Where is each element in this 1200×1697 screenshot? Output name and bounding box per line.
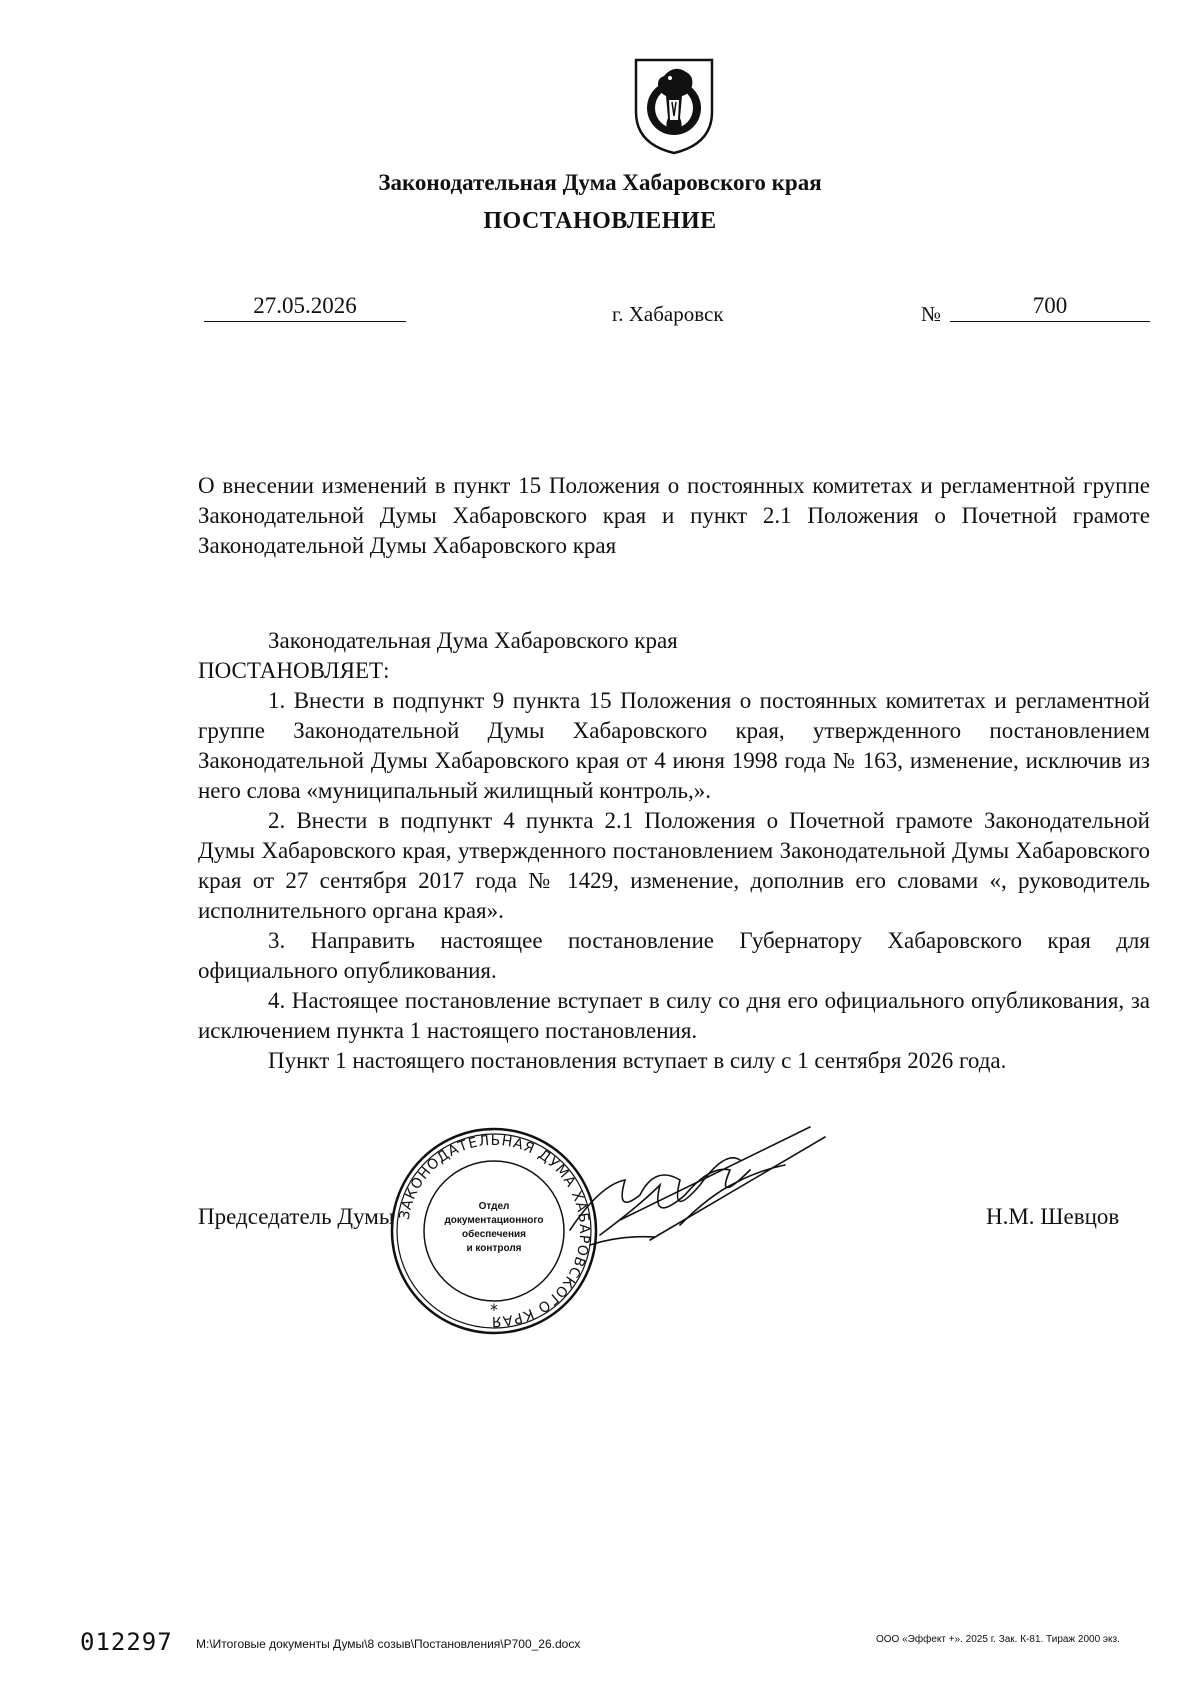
resolution-item: 3. Направить настоящее постановление Губернатору Хабаровского края для официального опубликования. <box>198 928 1150 983</box>
preamble: Законодательная Дума Хабаровского края <box>268 628 678 653</box>
number-sign: № <box>921 302 942 326</box>
document-city: г. Хабаровск <box>612 302 724 326</box>
stamp-center-line: документационного <box>444 1215 544 1226</box>
document-date: 27.05.2026 <box>204 291 406 322</box>
resolves-heading: ПОСТАНОВЛЯЕТ: <box>198 658 390 683</box>
coat-of-arms-icon <box>632 56 716 156</box>
file-path: M:\Итоговые документы Думы\8 созыв\Постановления\P700_26.docx <box>196 1637 581 1651</box>
resolution-item: 4. Настоящее постановление вступает в силу со дня его официального опубликования, за исключением пункта 1 настоящего постановления. <box>198 988 1150 1043</box>
document-title: О внесении изменений в пункт 15 Положения о постоянных комитетах и регламентной группе Законодательной Думы Хабаровского края и пункт 2.1 Положения о Почетной грамоте Законодательной Думы Хабаровского края <box>198 473 1150 558</box>
registration-number: 012297 <box>80 1628 173 1656</box>
stamp-center-line: обеспечения <box>461 1229 527 1240</box>
resolution-item: 1. Внести в подпункт 9 пункта 15 Положения о постоянных комитетах и регламентной группе Законодательной Думы Хабаровского края, утвержденного постановлением Законодательной Думы Хабаровского края от 4 июня 1998 года № 163, изменение, исключив из него слова «муниципальный жилищный контроль,». <box>198 688 1150 803</box>
document-body <box>198 626 1150 1076</box>
stamp-ring-text: ЗАКОНОДАТЕЛЬНАЯ ДУМА ХАБАРОВСКОГО КРАЯ <box>396 1132 593 1330</box>
resolution-item: 2. Внести в подпункт 4 пункта 2.1 Положения о Почетной грамоте Законодательной Думы Хабаровского края, утвержденного постановлением Законодательной Думы Хабаровского края от 27 сентября 2017 года № 1429, изменение, дополнив его словами «, руководитель исполнительного органа края». <box>198 808 1150 923</box>
document-number: 700 <box>950 291 1150 322</box>
organization-heading: Законодательная Дума Хабаровского края <box>378 170 822 195</box>
handwritten-signature <box>560 1125 830 1275</box>
stamp-star: * <box>490 1300 498 1319</box>
official-stamp <box>388 1125 600 1337</box>
signatory-role: Председатель Думы <box>198 1204 395 1229</box>
stamp-center-line: и контроля <box>466 1243 522 1254</box>
resolution-item: Пункт 1 настоящего постановления вступает в силу с 1 сентября 2026 года. <box>268 1048 1007 1073</box>
printer-info: ООО «Эффект +». 2025 г. Зак. К-81. Тираж 2000 экз. <box>876 1634 1120 1645</box>
signatory-name: Н.М. Шевцов <box>986 1204 1120 1229</box>
document-type: ПОСТАНОВЛЕНИЕ <box>483 208 717 234</box>
stamp-center-line: Отдел <box>478 1201 510 1212</box>
